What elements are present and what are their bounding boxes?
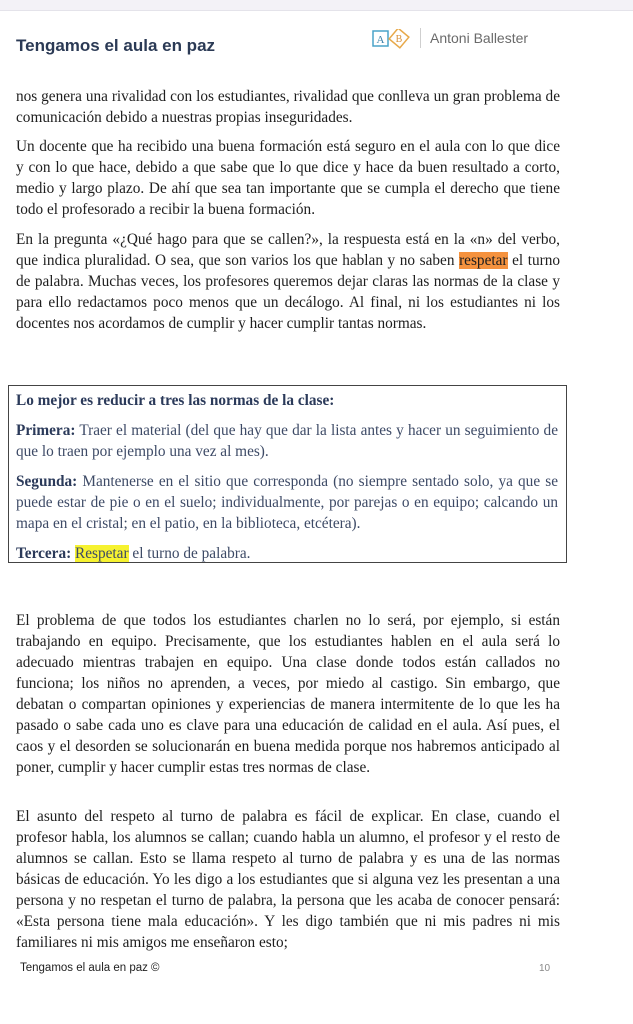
logo-letter-a: A [376, 34, 385, 46]
rule-3 [16, 543, 558, 564]
rule-1-label: Primera: [16, 422, 76, 439]
rule-2-label: Segunda: [16, 473, 78, 490]
rule-3-highlight: Respetar [75, 545, 129, 562]
paragraph-1: nos genera una rivalidad con los estudiantes, rivalidad que conlleva un gran problema de comunicación debido a nuestras propias inseguridades. [16, 88, 560, 126]
top-bar [0, 0, 633, 11]
author-name: Antoni Ballester [430, 30, 529, 46]
header-divider [420, 28, 421, 48]
paragraph-3-end: el turno de palabra. Muchas veces, los profesores queremos dejar claras las normas de la clase y para ello redactamos poco menos que un decálogo. Al final, ni los estudiantes ni los docentes nos acordamos de cumplir y hacer cumplir tantas normas. [16, 252, 560, 332]
rule-3-text: el turno de palabra. [128, 545, 251, 562]
paragraph-4: El problema de que todos los estudiantes charlen no lo será, por ejemplo, si están trabajando en equipo. Precisamente, que los estudiantes hablen en el aula será lo adecuado mientras trabajen en equipo. Una clase donde todos están callados no funciona; los niños no aprenden, a veces, por miedo al castigo. Sin embargo, que debatan o compartan opiniones y experiencias de manera intermitente de lo que les ha pasado o sabe cada uno es clave para una educación de calidad en el aula. Así pues, el caos y el desorden se solucionarán en buena medida porque nos habremos anticipado al poner, cumplir y hacer cumplir estas tres normas de clase. [16, 612, 560, 776]
rule-3-label: Tercera: [16, 545, 72, 562]
page-header-title: Tengamos el aula en paz [16, 36, 216, 55]
paragraph-3-start: En la pregunta «¿Qué hago para que se callen?», la respuesta está en la «n» del verbo, que indica pluralidad. O sea, que son varios los que hablan y no saben [16, 231, 560, 269]
rule-1-text: Traer el material (del que hay que dar la lista antes y hacer un seguimiento de que lo traen por ejemplo una vez al mes). [16, 422, 558, 460]
box-heading: Lo mejor es reducir a tres las normas de la clase: [16, 392, 335, 409]
footer-text: Tengamos el aula en paz © [20, 962, 160, 974]
rule-1 [16, 420, 558, 462]
paragraph-2: Un docente que ha recibido una buena formación está seguro en el aula con lo que dice y con lo que hace, debido a que sabe que lo que dice y hace da buen resultado a corto, medio y largo plazo. De ahí que sea tan importante que se cumpla el derecho que tiene todo el profesorado a recibir la buena formación. [16, 138, 560, 218]
rule-2 [16, 471, 558, 534]
ab-logo-icon [372, 29, 412, 49]
rule-2-text: Mantenerse en el sitio que corresponda (no siempre sentado solo, ya que se puede estar de pie o en el suelo; individualmente, por parejas o en equipo; calcando un mapa en el cristal; en el patio, en la biblioteca, etcétera). [16, 473, 558, 532]
rules-box [8, 385, 567, 563]
paragraph-3 [16, 229, 560, 334]
page-number: 10 [539, 963, 551, 974]
logo-letter-b: B [395, 34, 403, 45]
paragraph-5: El asunto del respeto al turno de palabra es fácil de explicar. En clase, cuando el profesor habla, los alumnos se callan; cuando habla un alumno, el profesor y el resto de alumnos se callan. Esto se llama respeto al turno de palabra y es una de las normas básicas de educación. Yo les digo a los estudiantes que si alguna vez les presentan a una persona y no respetan el turno de palabra, la persona que les acaba de conocer pensará: «Esta persona tiene mala educación». Y les digo también que ni mis padres ni mis familiares ni mis amigos me enseñaron esto; [16, 808, 560, 951]
highlighted-word: respetar [459, 252, 508, 269]
